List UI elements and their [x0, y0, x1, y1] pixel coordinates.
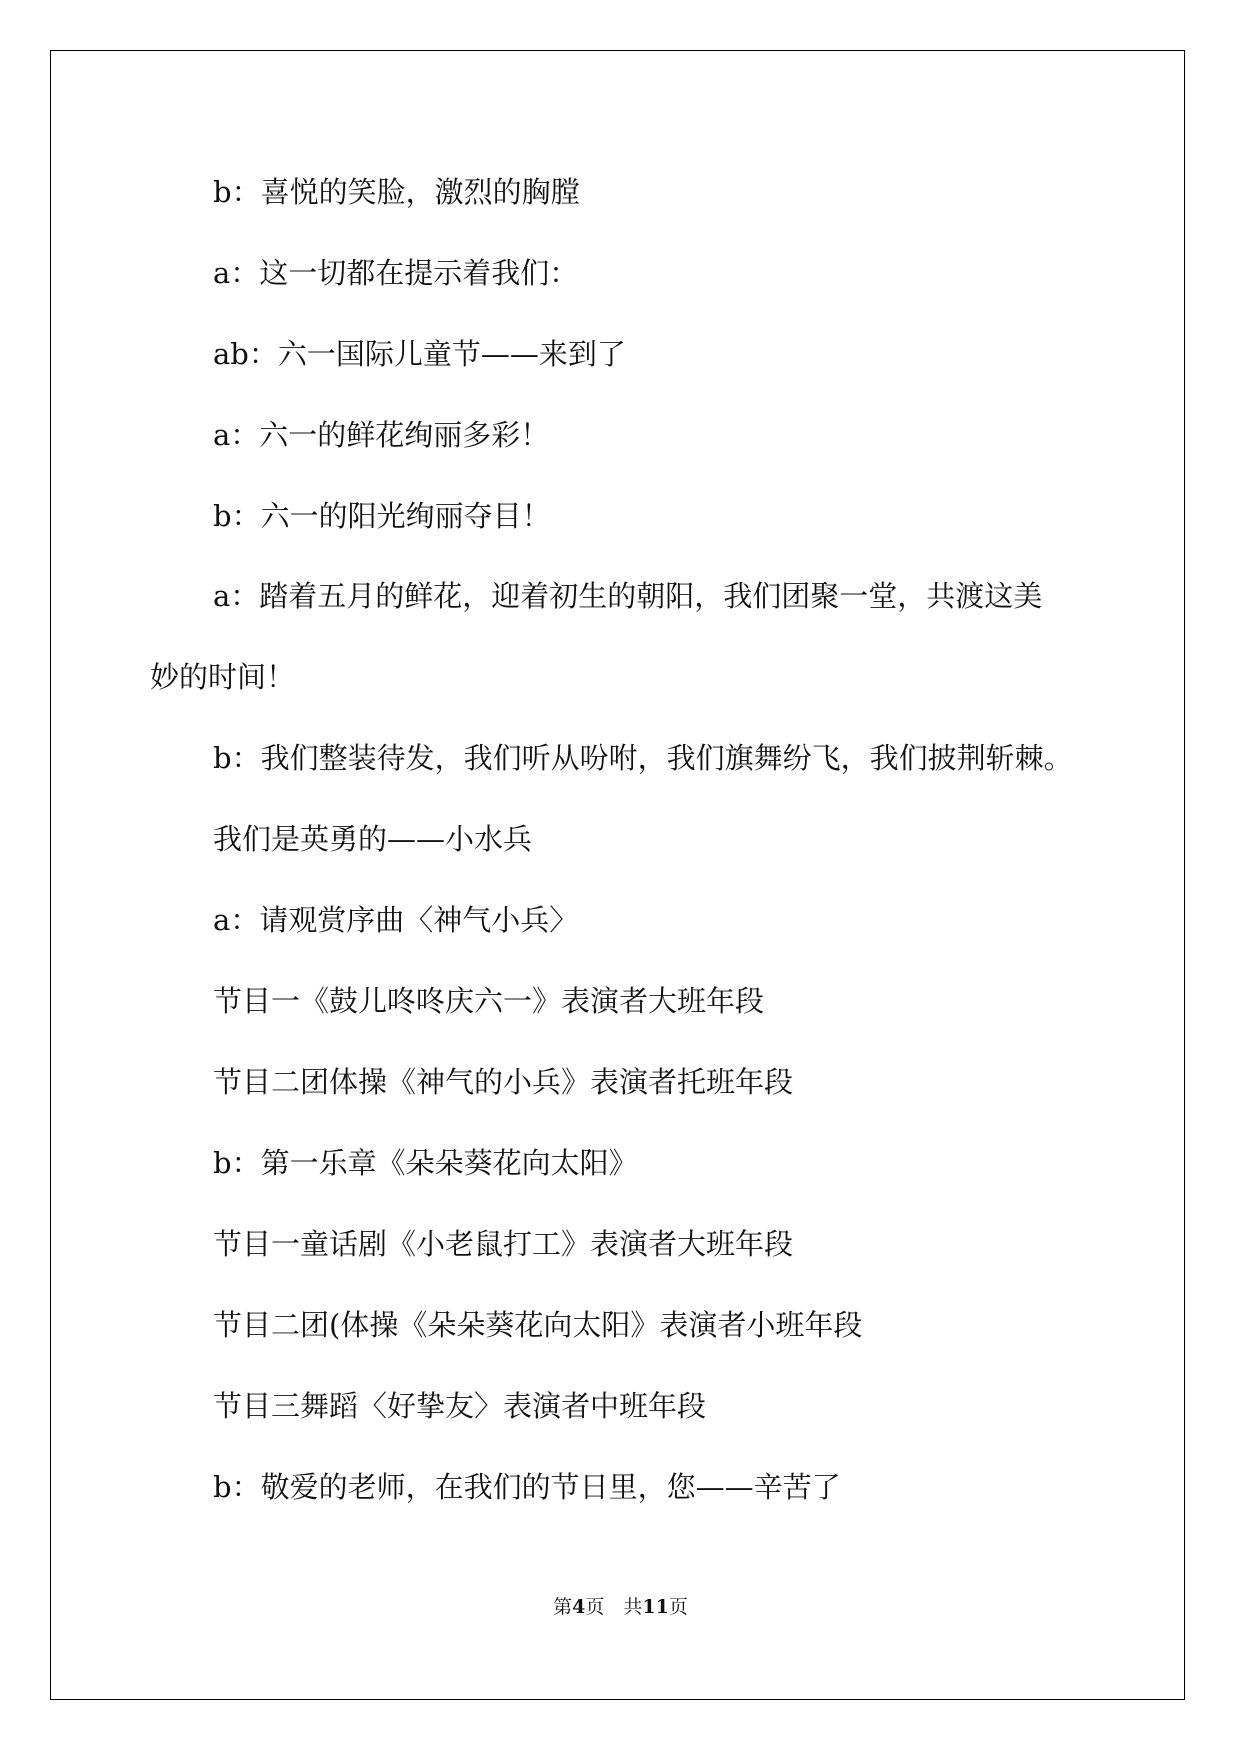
footer-prefix: 第 [553, 1596, 573, 1618]
footer-total-suffix: 页 [668, 1596, 688, 1618]
text-line: ab：六一国际儿童节——来到了 [213, 337, 626, 371]
text-line: 节目二团体操《神气的小兵》表演者托班年段 [213, 1065, 794, 1099]
page-footer [0, 1592, 1241, 1619]
text-line: 妙的时间！ [150, 660, 296, 694]
page-number: 4 [572, 1596, 586, 1618]
text-line: a：踏着五月的鲜花，迎着初生的朝阳，我们团聚一堂，共渡这美 [213, 579, 1043, 613]
total-pages: 11 [642, 1596, 669, 1618]
text-line: 节目一童话剧《小老鼠打工》表演者大班年段 [213, 1227, 794, 1261]
page-border [50, 50, 1185, 1700]
text-line: a：这一切都在提示着我们： [213, 256, 579, 290]
text-line: 节目三舞蹈〈好挚友〉表演者中班年段 [213, 1389, 707, 1423]
text-line: a：六一的鲜花绚丽多彩！ [213, 418, 550, 452]
text-line: 我们是英勇的——小水兵 [213, 822, 533, 856]
text-line: b：六一的阳光绚丽夺目！ [213, 499, 551, 533]
text-line: b：敬爱的老师，在我们的节日里，您——辛苦了 [213, 1470, 841, 1504]
text-line: b：喜悦的笑脸，激烈的胸膛 [213, 175, 580, 209]
text-line: b：第一乐章《朵朵葵花向太阳》 [213, 1146, 638, 1180]
footer-page-suffix: 页 共 [585, 1596, 643, 1618]
text-line: b：我们整装待发，我们听从吩咐，我们旗舞纷飞，我们披荆斩棘。 [213, 741, 1073, 775]
text-line: a：请观赏序曲〈神气小兵〉 [213, 903, 579, 937]
text-line: 节目二团(体操《朵朵葵花向太阳》表演者小班年段 [213, 1308, 863, 1342]
text-line: 节目一《鼓儿咚咚庆六一》表演者大班年段 [213, 984, 765, 1018]
